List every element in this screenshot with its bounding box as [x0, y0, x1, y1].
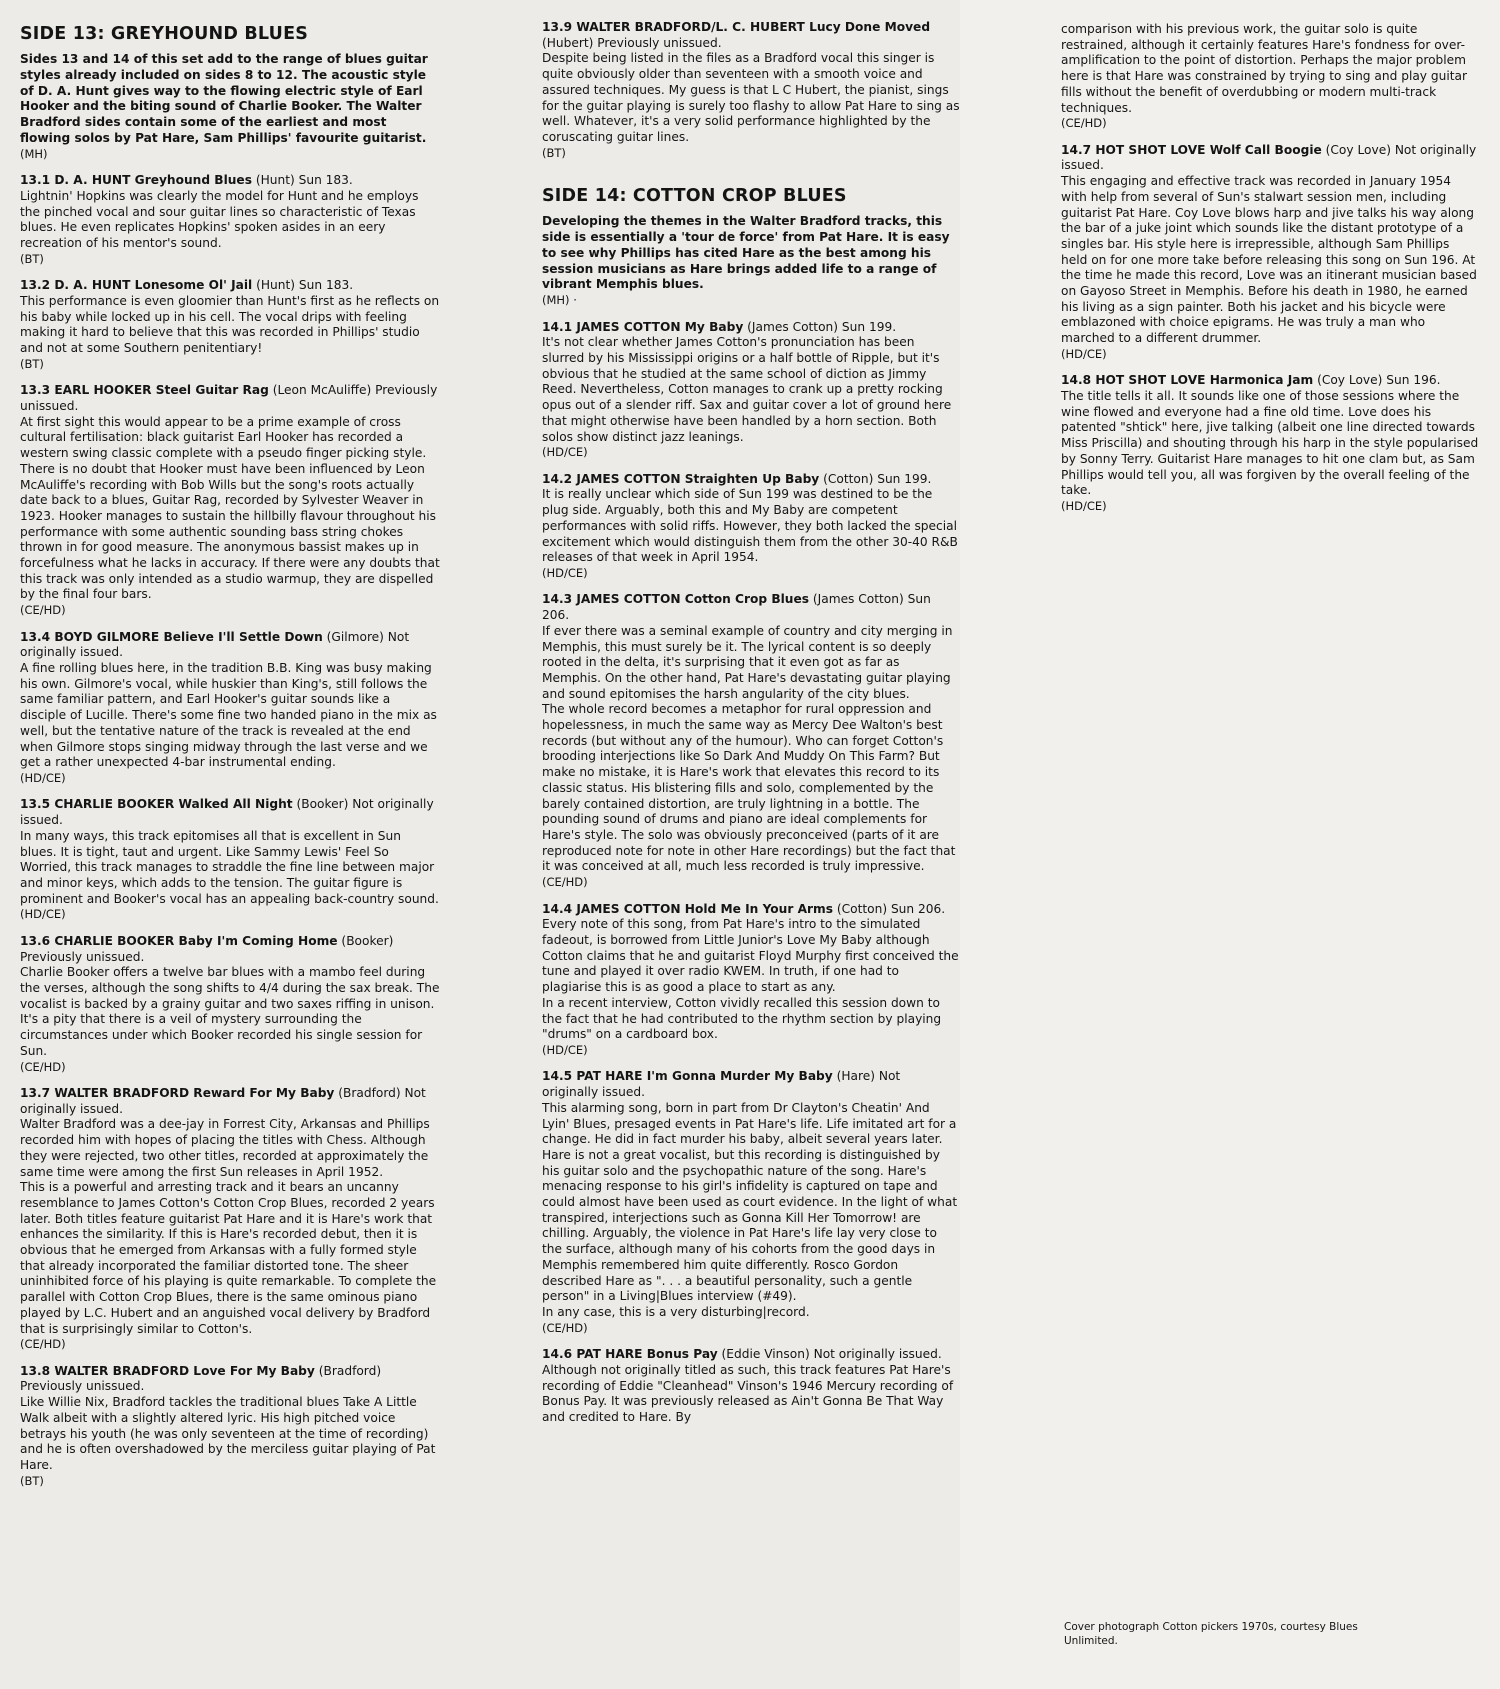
track-info: (James Cotton) Sun 199. [743, 319, 897, 334]
side-14-intro-credit: (MH) · [542, 293, 577, 308]
track-credit: (HD/CE) [542, 445, 588, 460]
track-entry [20, 173, 440, 266]
track-description: It's not clear whether James Cotton's pronunciation has been slurred by his Mississippi origins or a half bottle of Ripple, but it's obvious that he studied at the same school of diction as Jimmy Reed. Nevertheless, Cotton manages to crank up a pretty rocking opus out of a slender riff. Sax and guitar cover a lot of ground here that might otherwise have been handled by a horn section. Both solos show distinct jazz leanings. [542, 335, 952, 444]
track-info: (Hubert) Previously unissued. [542, 35, 722, 50]
track-description: Every note of this song, from Pat Hare's intro to the simulated fadeout, is borrowed from Little Junior's Love My Baby although Cotton claims that he and guitarist Floyd Murphy first conceived the tune and played it over radio KWEM. In truth, if one had to plagiarise this is as good a place to start as any. In a recent interview, Cotton vividly recalled this session down to the fact that he had contributed to the rhythm section by playing "drums" on a cardboard box. [542, 917, 959, 1042]
track-entry [20, 278, 440, 371]
track-info: (Bradford) Previously unissued. [20, 1363, 382, 1394]
track-entry [20, 1086, 440, 1352]
track-credit: (CE/HD) [542, 1320, 588, 1335]
track-description: This engaging and effective track was recorded in January 1954 with help from several of Sun's stalwart session men, including guitarist Pat Hare. Coy Love blows harp and jive talks his way along the bar of a juke joint which sounds like the distant prototype of a singles bar. His style here is irrepressible, although Sam Phillips held on for one more take before releasing this song on Sun 196. At the time he made this record, Love was an itinerant musician based on Gayoso Street in Memphis. Before his death in 1980, he earned his living as a sign painter. Both his jacket and his bicycle were emblazoned with choice epigrams. He was truly a man who marched to a different drummer. [1061, 174, 1477, 346]
column-2 [542, 20, 960, 1438]
track-entry [542, 592, 960, 889]
track-info: (Bradford) Not originally issued. [20, 1086, 426, 1116]
track-heading: 14.6 PAT HARE Bonus Pay [542, 1347, 718, 1362]
track-credit: (HD/CE) [20, 770, 66, 785]
track-entry [20, 383, 440, 617]
track-info: (Leon McAuliffe) Previously unissued. [20, 383, 438, 414]
track-description: If ever there was a seminal example of country and city merging in Memphis, this must surely be it. The lyrical content is so deeply rooted in the delta, it's surprising that it even got as far as Memphis. On the other hand, Pat Hare's devastating guitar playing and sound epitomises the harsh angularity of the city blues. The whole record becomes a metaphor for rural oppression and hopelessness, in much the same way as Mercy Dee Walton's best records (but without any of the humour). Who can forget Cotton's brooding interjections like So Dark And Muddy On This Farm? But make no mistake, it is Hare's work that elevates this record to its classic status. His blistering fills and solo, complemented by the barely contained distortion, are truly lightning in a bottle. The pounding sound of drums and piano are ideal complements for Hare's style. The solo was obviously preconceived (parts of it are reproduced note for note in other Hare recordings) but the fact that it was conceived at all, much less recorded is truly impressive. [542, 623, 956, 874]
track-entry [20, 934, 440, 1074]
track-credit: (CE/HD) [542, 875, 588, 890]
track-heading: 13.8 WALTER BRADFORD Love For My Baby [20, 1363, 315, 1378]
track-heading: 14.3 JAMES COTTON Cotton Crop Blues [542, 592, 809, 607]
track-heading: 13.6 CHARLIE BOOKER Baby I'm Coming Home [20, 933, 338, 948]
track-credit: (HD/CE) [20, 907, 66, 922]
track-heading: 13.9 WALTER BRADFORD/L. C. HUBERT Lucy Done Moved [542, 20, 931, 34]
side-13-intro-credit: (MH) [20, 146, 48, 161]
side-13-intro-block [20, 52, 440, 161]
column-1 [20, 22, 440, 1500]
side-13-intro: Sides 13 and 14 of this set add to the range of blues guitar styles already included on sides 8 to 12. The acoustic style of D. A. Hunt gives way to the flowing electric style of Earl Hooker and the biting sound of Charlie Booker. The Walter Bradford sides contain some of the earliest and most flowing solos by Pat Hare, Sam Phillips' favourite guitarist. [20, 52, 428, 145]
track-credit: (HD/CE) [1061, 346, 1107, 361]
side-13-entries [20, 173, 440, 1488]
track-credit: (CE/HD) [20, 1059, 66, 1074]
track-heading: 13.1 D. A. HUNT Greyhound Blues [20, 173, 252, 188]
track-description: Lightnin' Hopkins was clearly the model for Hunt and he employs the pinched vocal and sour guitar lines so characteristic of Texas blues. He even replicates Hopkins' spoken asides in an eery recreation of his mentor's sound. [20, 188, 419, 251]
track-entry [1061, 143, 1479, 362]
track-heading: 13.4 BOYD GILMORE Believe I'll Settle Down [20, 629, 323, 644]
continuation-text: comparison with his previous work, the guitar solo is quite restrained, although it certainly features Hare's fondness for over-amplification to the point of distortion. Perhaps the major problem here is that Hare was constrained by trying to sing and play guitar fills without the benefit of overdubbing or modern multi-track techniques. [1061, 22, 1467, 115]
side-14-block [542, 186, 960, 1426]
continuation-credit: (CE/HD) [1061, 116, 1107, 131]
column-3 [1061, 22, 1479, 525]
track-heading: 14.8 HOT SHOT LOVE Harmonica Jam [1061, 373, 1314, 388]
track-description: The title tells it all. It sounds like one of those sessions where the wine flowed and everyone had a fine old time. Love does his patented "shtick" here, jive talking (albeit one line directed towards Miss Priscilla) and shouting through his harp in the style popularised by Sonny Terry. Guitarist Hare manages to hit one clam but, as Sam Phillips would tell you, all was forgiven by the overall feeling of the take. [1061, 389, 1479, 498]
track-description: It is really unclear which side of Sun 199 was destined to be the plug side. Arguably, both this and My Baby are competent performances with solid riffs. However, they both lacked the special excitement which would distinguish them from the other 30-40 R&B releases of that week in April 1954. [542, 487, 958, 565]
track-heading: 13.7 WALTER BRADFORD Reward For My Baby [20, 1086, 335, 1101]
track-credit: (HD/CE) [542, 1042, 588, 1057]
continuation-block [1061, 22, 1479, 131]
column-3-entries [1061, 143, 1479, 514]
track-description: Charlie Booker offers a twelve bar blues with a mambo feel during the verses, although the song shifts to 4/4 during the sax break. The vocalist is backed by a grainy guitar and two saxes riffing in unison. It's a pity that there is a veil of mystery surrounding the circumstances under which Booker recorded his single session for Sun. [20, 965, 440, 1058]
track-info: (Hunt) Sun 183. [251, 173, 353, 188]
side-14-entries [542, 320, 960, 1426]
track-entry [20, 630, 440, 786]
track-description: Walter Bradford was a dee-jay in Forrest City, Arkansas and Phillips recorded him with hopes of placing the titles with Chess. Although they were rejected, two other titles, recorded at approximately the same time were among the first Sun releases in April 1952. This is a powerful and arresting track and it bears an uncanny resemblance to James Cotton's Cotton Crop Blues, recorded 2 years later. Both titles feature guitarist Pat Hare and it is Hare's work that enhances the similarity. If this is Hare's recorded debut, then it is obvious that he emerged from Arkansas with a fully formed style that already incorporated the familiar distorted tone. The sheer uninhibited force of his playing is quite remarkable. To complete the parallel with Cotton Crop Blues, there is the same ominous piano played by L.C. Hubert and an anguished vocal delivery by Bradford that is surprisingly similar to Cotton's. [20, 1117, 437, 1336]
track-info: (Booker) Not originally issued. [20, 797, 434, 828]
track-credit: (HD/CE) [542, 565, 588, 580]
track-info: (Booker) Previously unissued. [20, 933, 394, 964]
track-description: At first sight this would appear to be a prime example of cross cultural fertilisation: black guitarist Earl Hooker has recorded a western swing classic complete with a pseudo finger picking style. There is no doubt that Hooker must have been influenced by Leon McAuliffe's recording with Bob Wills but the song's roots actually date back to a blues, Guitar Rag, recorded by Sylvester Weaver in 1923. Hooker manages to sustain the hillbilly flavour throughout his performance with some authentic sounding bass string chokes thrown in for good measure. The anonymous bassist makes up in forcefulness what he lacks in accuracy. If there were any doubts that this track was only intended as a studio warmup, they are dispelled by the final four bars. [20, 414, 440, 602]
track-entry [542, 20, 960, 160]
track-description: Despite being listed in the files as a Bradford vocal this singer is quite obviously older than seventeen with a smooth voice and assured techniques. My guess is that L C Hubert, the pianist, sings for the guitar playing is surely too flashy to allow Pat Hare to sing as well. Whatever, it's a very solid performance highlighted by the coruscating guitar lines. [542, 51, 960, 144]
track-entry [542, 1347, 960, 1426]
track-description: This performance is even gloomier than Hunt's first as he reflects on his baby while locked up in his cell. The vocal drips with feeling making it hard to believe that this was recorded in Phillips' studio and not at some Southern penitentiary! [20, 294, 440, 356]
track-heading: 14.4 JAMES COTTON Hold Me In Your Arms [542, 901, 833, 916]
track-entry [542, 320, 960, 460]
track-credit: (HD/CE) [1061, 498, 1107, 513]
track-info: (Coy Love) Not originally issued. [1061, 142, 1477, 173]
track-description: Like Willie Nix, Bradford tackles the traditional blues Take A Little Walk albeit with a slightly altered lyric. His high pitched voice betrays his youth (he was only seventeen at the time of recording) and he is often overshadowed by the merciless guitar playing of Pat Hare. [20, 1395, 436, 1472]
cover-photo-credit: Cover photograph Cotton pickers 1970s, courtesy Blues Unlimited. [1064, 1621, 1358, 1647]
side-13-title: SIDE 13: GREYHOUND BLUES [20, 24, 309, 44]
track-entry [1061, 373, 1479, 513]
track-heading: 14.2 JAMES COTTON Straighten Up Baby [542, 471, 820, 486]
track-description: This alarming song, born in part from Dr Clayton's Cheatin' And Lyin' Blues, presaged events in Pat Hare's life. Life imitated art for a change. He did in fact murder his baby, albeit several years later. Hare is not a great vocalist, but this recording is distinguished by his guitar solo and the psychopathic nature of the song. Hare's menacing response to his girl's infidelity is captured on tape and could almost have been used as court evidence. In the light of what transpired, interjections such as Gonna Kill Her Tomorrow! are chilling. Arguably, the violence in Pat Hare's life lay very close to the surface, although many of his cohorts from the good days in Memphis remembered him quite differently. Rosco Gordon described Hare as ". . . a beautiful personality, such a gentle person" in a Living|Blues interview (#49). In any case, this is a very disturbing|record. [542, 1100, 958, 1319]
track-info: (Cotton) Sun 206. [832, 901, 946, 916]
track-info: (Hunt) Sun 183. [252, 278, 354, 293]
track-entry [542, 1069, 960, 1335]
track-info: (James Cotton) Sun 206. [542, 592, 931, 623]
track-heading: 14.1 JAMES COTTON My Baby [542, 319, 744, 334]
track-heading: 13.5 CHARLIE BOOKER Walked All Night [20, 797, 293, 812]
track-info: (Eddie Vinson) Not originally issued. [717, 1347, 942, 1362]
track-credit: (BT) [20, 251, 44, 266]
track-entry [542, 902, 960, 1058]
track-description: In many ways, this track epitomises all that is excellent in Sun blues. It is tight, taut and urgent. Like Sammy Lewis' Feel So Worried, this track manages to straddle the fine line between major and minor keys, which adds to the tension. The guitar figure is prominent and Booker's vocal has an appealing back-country sound. [20, 828, 439, 906]
track-entry [20, 1364, 440, 1488]
track-credit: (BT) [542, 145, 566, 160]
track-description: Although not originally titled as such, this track features Pat Hare's recording of Eddie "Cleanhead" Vinson's 1946 Mercury recording of Bonus Pay. It was previously released as Ain't Gonna Be That Way and credited to Hare. By [542, 1362, 954, 1424]
track-entry [542, 472, 960, 581]
track-heading: 14.7 HOT SHOT LOVE Wolf Call Boogie [1061, 142, 1322, 157]
track-credit: (CE/HD) [20, 603, 66, 618]
side-14-intro-block [542, 214, 960, 307]
track-info: (Hare) Not originally issued. [542, 1069, 901, 1100]
track-credit: (BT) [20, 1473, 44, 1488]
track-info: (Gilmore) Not originally issued. [20, 629, 410, 660]
track-heading: 14.5 PAT HARE I'm Gonna Murder My Baby [542, 1069, 833, 1084]
track-credit: (CE/HD) [20, 1337, 66, 1352]
track-info: (Cotton) Sun 199. [819, 471, 932, 486]
track-credit: (BT) [20, 356, 44, 371]
track-info: (Coy Love) Sun 196. [1313, 373, 1441, 388]
side-14-intro: Developing the themes in the Walter Bradford tracks, this side is essentially a 'tour de force' from Pat Hare. It is easy to see why Phillips has cited Hare as the best among his session musicians as Hare brings added life to a range of vibrant Memphis blues. [542, 214, 950, 292]
track-heading: 13.3 EARL HOOKER Steel Guitar Rag [20, 383, 269, 398]
track-description: A fine rolling blues here, in the tradition B.B. King was busy making his own. Gilmore's vocal, while huskier than King's, still follows the same familiar pattern, and Earl Hooker's guitar sounds like a disciple of Lucille. There's some fine two handed piano in the mix as well, but the tentative nature of the track is revealed at the end when Gilmore stops singing midway through the last verse and we get a rather unexpected 4-bar instrumental ending. [20, 661, 437, 770]
track-entry [20, 797, 440, 921]
track-heading: 13.2 D. A. HUNT Lonesome Ol' Jail [20, 278, 253, 293]
side-14-title: SIDE 14: COTTON CROP BLUES [542, 186, 847, 207]
